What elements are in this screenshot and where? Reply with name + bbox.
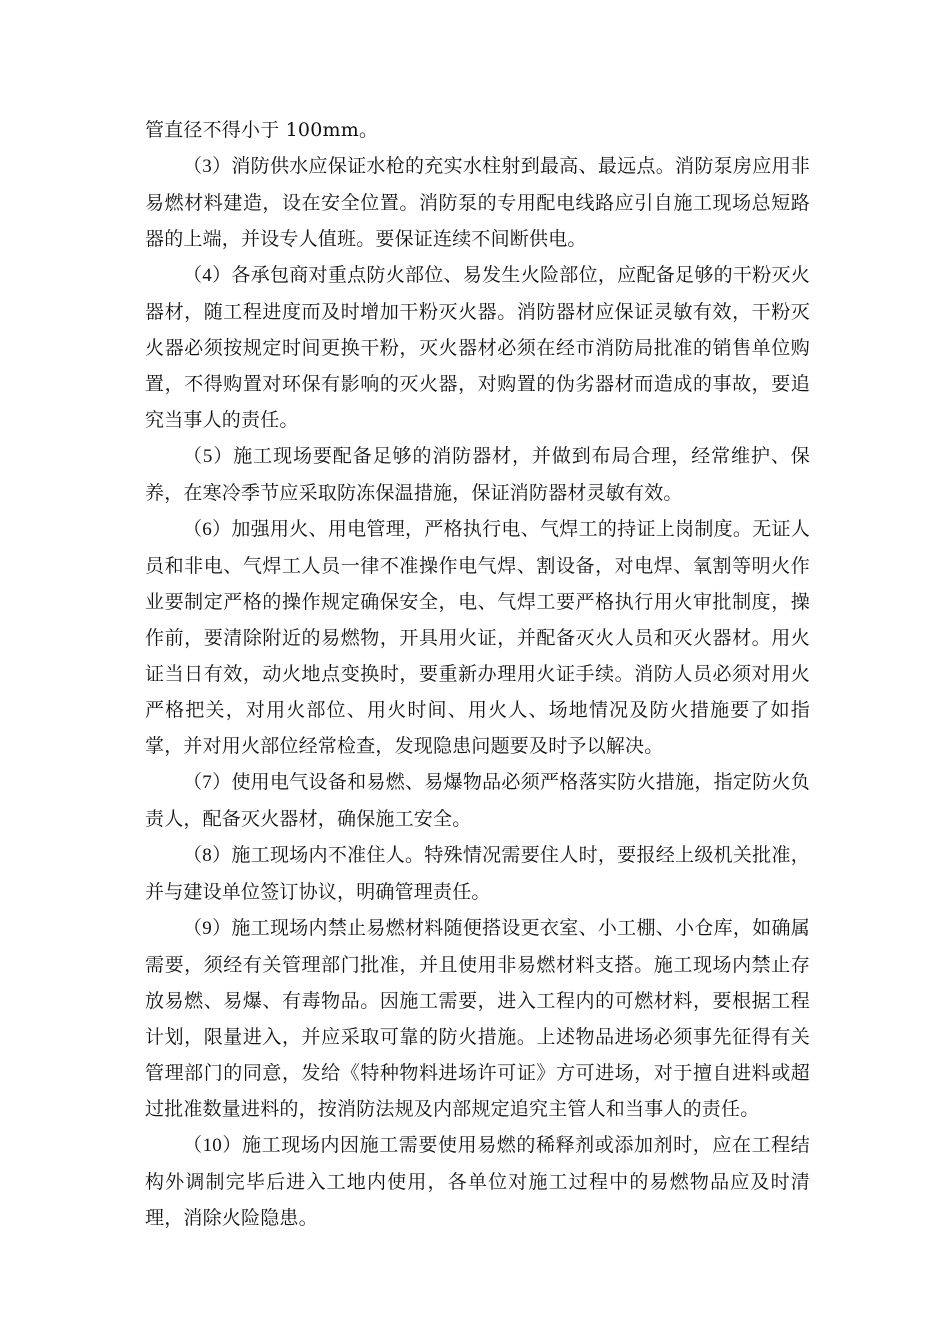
paragraph-item-10: [145, 1127, 810, 1236]
paragraph-item-4: [145, 257, 810, 438]
paragraph-number: （4）: [183, 265, 232, 286]
paragraph-item-8: [145, 837, 810, 910]
paragraph-text: 管直径不得小于 100mm。: [145, 119, 379, 141]
paragraph-item-7: [145, 764, 810, 837]
paragraph-text: 消防供水应保证水枪的充实水柱射到最高、最远点。消防泵房应用非易燃材料建造，设在安全位置。消防泵的专用配电线路应引自施工现场总短路器的上端，并设专人值班。要保证连续不间断供电。: [145, 155, 810, 250]
paragraph-number: （6）: [183, 519, 232, 540]
paragraph-number: （3）: [183, 156, 232, 177]
paragraph-number: （5）: [183, 446, 234, 467]
paragraph-number: （9）: [183, 918, 232, 939]
paragraph-text: 施工现场内不准住人。特殊情况需要住人时，要报经上级机关批准，并与建设单位签订协议，明确管理责任。: [145, 844, 810, 903]
paragraph-number: （8）: [183, 845, 232, 866]
paragraph-number: （10）: [183, 1135, 242, 1156]
document-body: [145, 112, 810, 1236]
paragraph-number: （7）: [183, 772, 232, 793]
paragraph-text: 施工现场要配备足够的消防器材，并做到布局合理，经常维护、保养，在寒冷季节应采取防冻保温措施，保证消防器材灵敏有效。: [145, 445, 810, 504]
paragraph-item-6: [145, 511, 810, 764]
paragraph-text: 加强用火、用电管理，严格执行电、气焊工的持证上岗制度。无证人员和非电、气焊工人员一律不准操作电气焊、割设备，对电焊、氧割等明火作业要制定严格的操作规定确保安全，电、气焊工要严格执行用火审批制度，操作前，要清除附近的易燃物，开具用火证，并配备灭火人员和灭火器材。用火证当日有效，动火地点变换时，要重新办理用火证手续。消防人员必须对用火严格把关，对用火部位、用火时间、用火人、场地情况及防火措施要了如指掌，并对用火部位经常检查，发现隐患问题要及时予以解决。: [145, 518, 810, 757]
paragraph-item-3: [145, 148, 810, 257]
paragraph-continuation: [145, 112, 810, 148]
paragraph-text: 使用电气设备和易燃、易爆物品必须严格落实防火措施，指定防火负责人，配备灭火器材，确保施工安全。: [145, 771, 810, 830]
paragraph-text: 各承包商对重点防火部位、易发生火险部位，应配备足够的干粉灭火器材，随工程进度而及时增加干粉灭火器。消防器材应保证灵敏有效，干粉灭火器必须按规定时间更换干粉，灭火器材必须在经市消防局批准的销售单位购置，不得购置对环保有影响的灭火器，对购置的伪劣器材而造成的事故，要追究当事人的责任。: [145, 264, 810, 431]
paragraph-text: 施工现场内因施工需要使用易燃的稀释剂或添加剂时，应在工程结构外调制完毕后进入工地内使用，各单位对施工过程中的易燃物品应及时清理，消除火险隐患。: [145, 1134, 810, 1229]
paragraph-item-9: [145, 910, 810, 1127]
paragraph-item-5: [145, 438, 810, 511]
paragraph-text: 施工现场内禁止易燃材料随便搭设更衣室、小工棚、小仓库，如确属需要，须经有关管理部门批准，并且使用非易燃材料支搭。施工现场内禁止存放易燃、易爆、有毒物品。因施工需要，进入工程内的可燃材料，要根据工程计划，限量进入，并应采取可靠的防火措施。上述物品进场必须事先征得有关管理部门的同意，发给《特种物料进场许可证》方可进场，对于擅自进料或超过批准数量进料的，按消防法规及内部规定追究主管人和当事人的责任。: [145, 917, 810, 1120]
